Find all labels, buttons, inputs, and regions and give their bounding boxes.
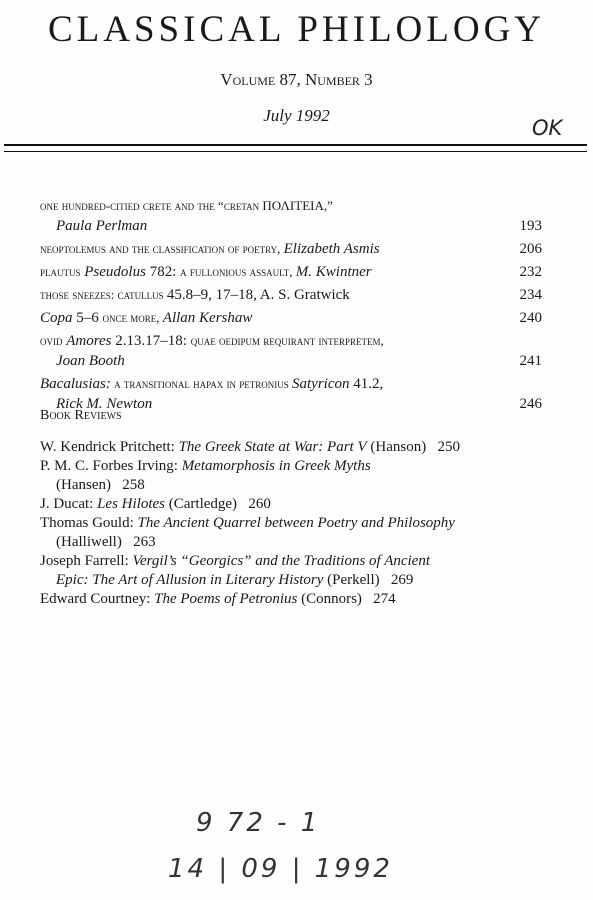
- article-author: Rick M. Newton: [56, 396, 153, 412]
- article-author: Elizabeth Asmis: [283, 241, 380, 257]
- review-page: 274: [373, 591, 396, 607]
- journal-title: CLASSICAL PHILOLOGY: [47, 9, 546, 50]
- review-page: 260: [248, 496, 271, 512]
- article-entry: ovid Amores 2.13.17–18: quae oedipum requirant interpretem, Joan Booth 241: [40, 333, 542, 369]
- article-page: 232: [519, 264, 542, 280]
- review-page: 250: [437, 439, 460, 455]
- article-entry: [40, 239, 540, 259]
- review-page: 269: [390, 572, 414, 588]
- volume-number: Volume 87, Number 3: [220, 70, 373, 89]
- review-entry: W. Kendrick Pritchett: The Greek State at War: Part V (Hanson) 250: [40, 439, 460, 455]
- article-author: Allan Kershaw: [162, 310, 253, 326]
- article-page: 246: [519, 396, 542, 412]
- review-entry: Thomas Gould: The Ancient Quarrel between Poetry and Philosophy (Halliwell) 263: [40, 515, 455, 550]
- article-page: 241: [519, 353, 542, 369]
- article-page: 240: [519, 310, 542, 326]
- article-entry: those sneezes: catullus 45.8–9, 17–18, A. S. Gratwick 234: [40, 287, 542, 303]
- review-entry: J. Ducat: Les Hilotes (Cartledge) 260: [40, 496, 271, 512]
- article-entry: Copa 5–6 once more, Allan Kershaw 240: [40, 310, 542, 326]
- article-page: 206: [519, 241, 542, 257]
- article-author: Paula Perlman: [56, 218, 148, 234]
- article-entry: [40, 196, 540, 236]
- article-page: 193: [519, 218, 542, 234]
- review-entry: Edward Courtney: The Poems of Petronius (Connors) 274: [40, 591, 396, 607]
- issue-date: July 1992: [263, 106, 330, 125]
- header-rule-thin: [4, 151, 587, 152]
- review-page: 263: [133, 534, 156, 550]
- article-author: Joan Booth: [56, 353, 125, 369]
- handwritten-date: 14 | 09 | 1992: [168, 854, 393, 884]
- article-title: neoptolemus and the classification of poetry,: [40, 241, 284, 256]
- review-entry: Joseph Farrell: Vergil’s “Georgics” and the Traditions of Ancient Epic: The Art of Allusion in Literary History (Perkell) 269: [40, 553, 431, 588]
- review-entry: P. M. C. Forbes Irving: Metamorphosis in Greek Myths (Hansen) 258: [40, 458, 371, 493]
- handwritten-ok-mark: OK: [532, 116, 563, 140]
- article-entry: plautus Pseudolus 782: a fullonious assault, M. Kwintner 232: [40, 264, 542, 280]
- book-reviews-section: [40, 408, 560, 609]
- article-page: 234: [519, 287, 542, 303]
- book-reviews-heading: Book Reviews: [40, 408, 122, 423]
- handwritten-shelf-mark: 9 72 - 1: [196, 808, 321, 838]
- article-entry: Bacalusias: a transitional hapax in petronius Satyricon 41.2, Rick M. Newton 246: [40, 376, 542, 412]
- review-page: 258: [122, 477, 145, 493]
- article-title: one hundred-citied crete and the “cretan ΠΟΛΙΤΕΙΑ,”: [40, 198, 333, 213]
- table-of-contents: [40, 196, 540, 414]
- header-rule-thick: [4, 144, 587, 146]
- article-author: M. Kwintner: [295, 264, 372, 280]
